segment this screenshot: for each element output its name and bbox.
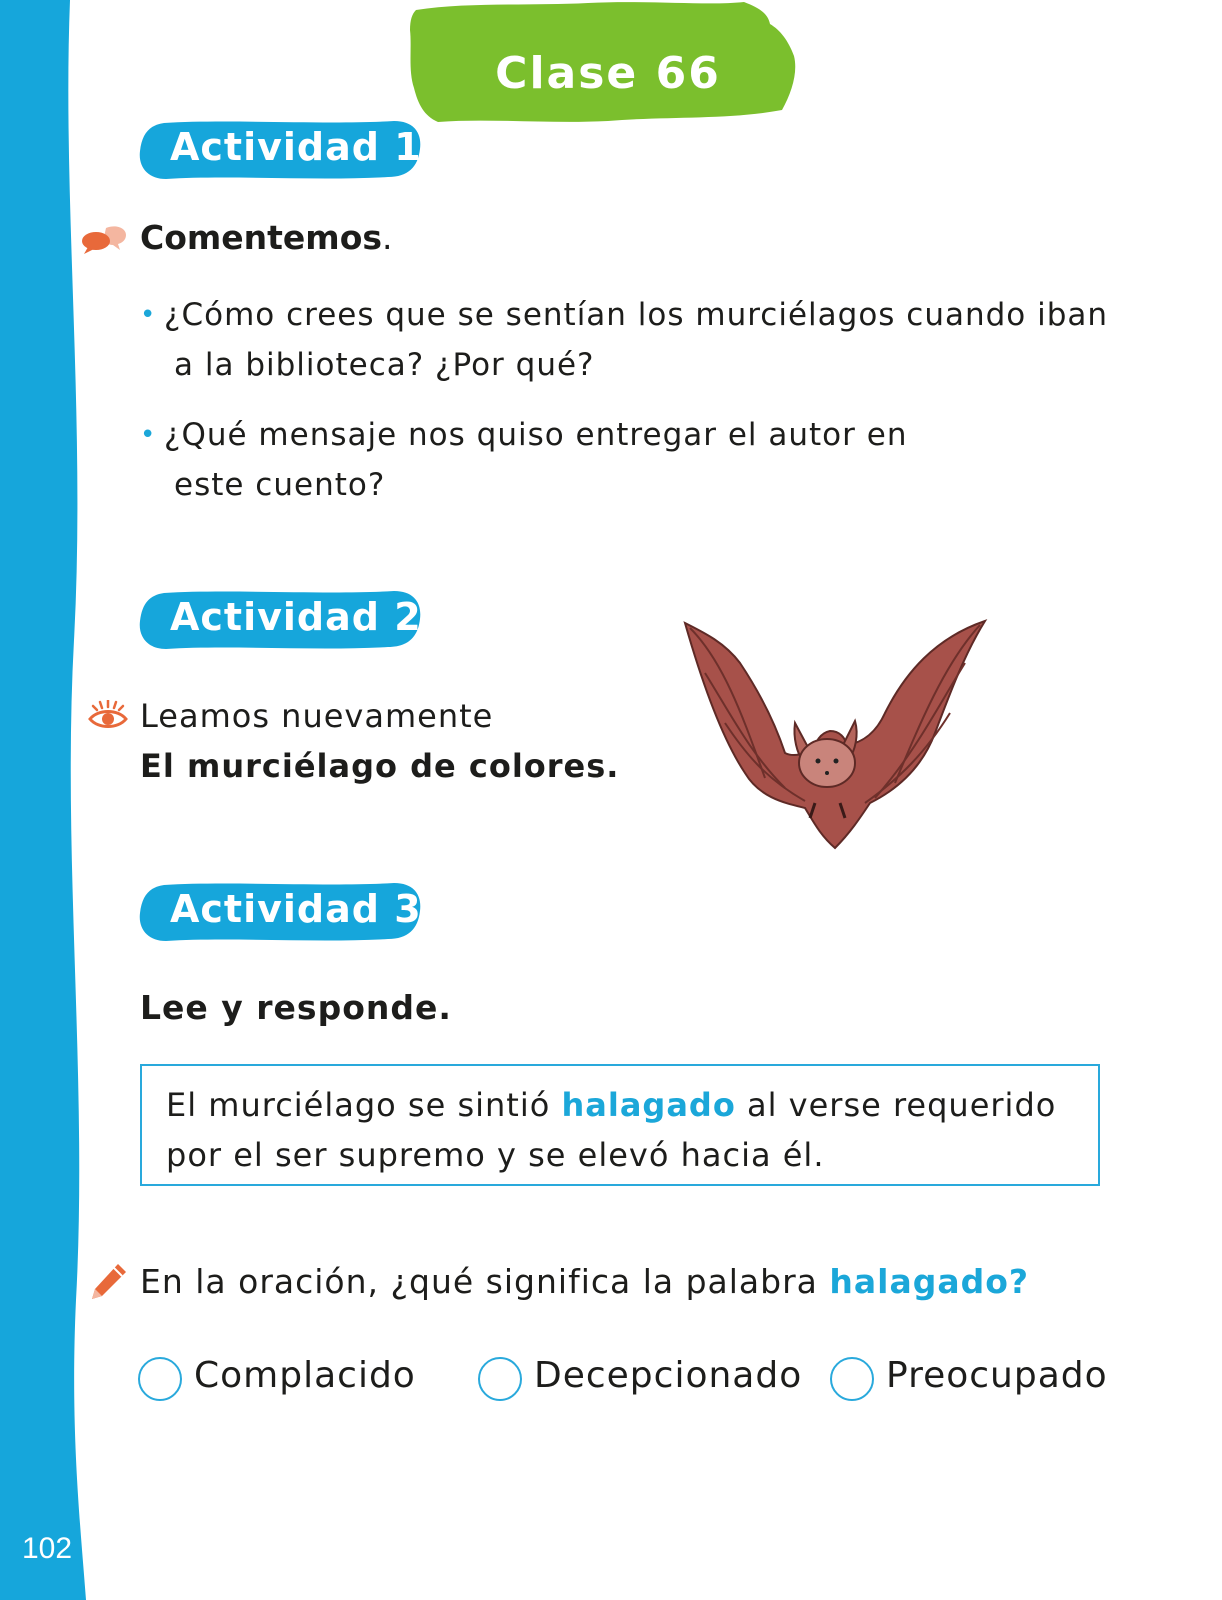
eye-icon [88, 700, 128, 730]
sentence-after: al verse requerido por el ser supremo y se elevó hacia él. [166, 1086, 1057, 1174]
pencil-icon [88, 1262, 128, 1302]
clase-title: Clase 66 [495, 48, 721, 99]
radio-circle[interactable] [830, 1357, 874, 1401]
sentence-box [140, 1064, 1100, 1186]
option-label: Decepcionado [534, 1355, 803, 1396]
speech-bubbles-icon [80, 224, 128, 256]
page-number: 102 [22, 1532, 73, 1565]
comentemos-punct: . [382, 218, 393, 257]
question-1-line2: a la biblioteca? ¿Por qué? [174, 347, 595, 383]
bullet-icon: • [140, 300, 157, 330]
radio-circle[interactable] [478, 1357, 522, 1401]
activity-3-label: Actividad 3 [170, 887, 422, 931]
clase-banner [408, 0, 808, 128]
reread-line1: Leamos nuevamente [140, 697, 494, 735]
question-2-line2: este cuento? [174, 467, 386, 503]
question-2-line1: ¿Qué mensaje nos quiso entregar el autor en [164, 417, 908, 453]
option-label: Complacido [194, 1355, 416, 1396]
story-title: El murciélago de colores. [140, 747, 620, 785]
sentence-before: El murciélago se sintió [166, 1086, 562, 1124]
activity-3-pill [138, 881, 424, 943]
question-text [140, 1262, 1029, 1301]
activity-1-label: Actividad 1 [170, 125, 422, 169]
sentence-keyword: halagado [561, 1086, 736, 1124]
question-prefix: En la oración, ¿qué significa la palabra [140, 1262, 830, 1301]
radio-circle[interactable] [138, 1357, 182, 1401]
bat-illustration [665, 603, 1005, 863]
sentence-text [166, 1080, 1086, 1180]
activity-2-pill [138, 589, 424, 651]
option-label: Preocupado [886, 1355, 1108, 1396]
activity-3-heading: Lee y responde. [140, 988, 452, 1027]
activity-1-heading [140, 218, 393, 257]
question-keyword: halagado? [829, 1262, 1030, 1301]
activity-1-pill [138, 119, 424, 181]
question-1-line1: ¿Cómo crees que se sentían los murciélagos cuando iban [164, 297, 1109, 333]
bullet-icon: • [140, 420, 157, 450]
comentemos-text: Comentemos [140, 218, 383, 257]
activity-2-label: Actividad 2 [170, 595, 422, 639]
